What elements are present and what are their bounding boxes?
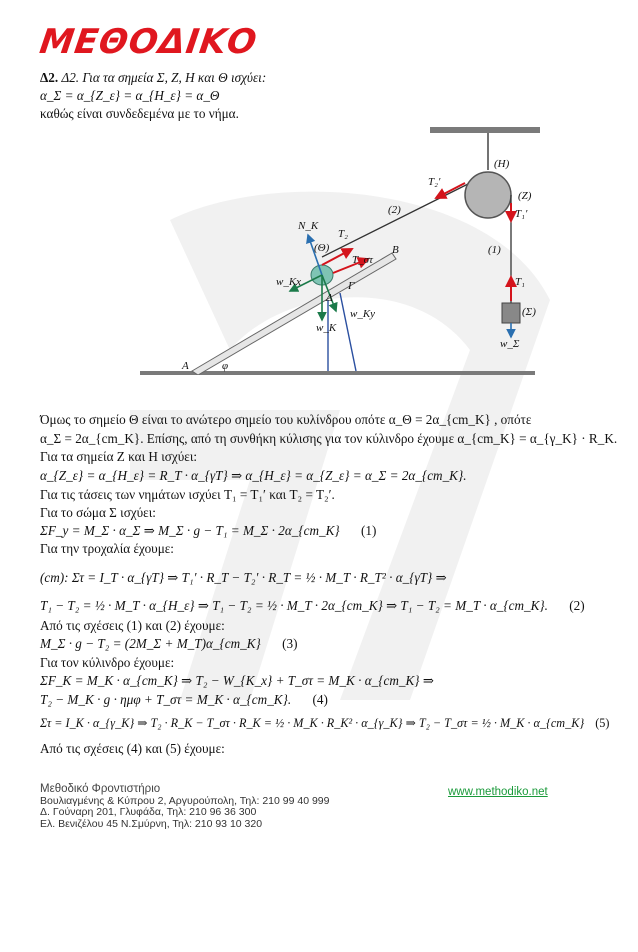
label-Gamma: Γ bbox=[348, 280, 355, 292]
equation-text: T₁ − T₂ = ½ · M_T · α_{H_ε} ⇒ T₁ − T₂ = ½ · M_T · 2α_{cm_K} ⇒ T₁ − T₂ = M_T · α_{cm_K}. bbox=[40, 598, 548, 613]
physics-diagram bbox=[130, 125, 540, 375]
equation-line: (cm): Στ = I_T · α_{γT} ⇒ T₁′ · R_T − T₂′ · R_T = ½ · M_T · R_T² · α_{γT} ⇒ bbox=[40, 570, 447, 585]
intro-line-3: καθώς είναι συνδεδεμένα με το νήμα. bbox=[40, 106, 239, 121]
equation-text: T₂ − M_K · g · ημφ + T_στ = M_K · α_{cm_K}. bbox=[40, 692, 292, 707]
footer-address: Δ. Γούναρη 201, Γλυφάδα, Τηλ: 210 96 36 300 bbox=[40, 806, 257, 819]
text-line: Για τις τάσεις των νημάτων ισχύει T₁ = T₁′ και T₂ = T₂′. bbox=[40, 487, 335, 502]
label-Z: (Ζ) bbox=[518, 190, 532, 202]
equation-line bbox=[40, 636, 298, 652]
footer bbox=[40, 784, 329, 830]
label-Delta: Δ bbox=[326, 292, 333, 304]
footer-url-link[interactable]: www.methodiko.net bbox=[448, 786, 548, 798]
equation-number: (4) bbox=[312, 692, 328, 707]
intro-line-2: α_Σ = α_{Z_ε} = α_{H_ε} = α_Θ bbox=[40, 88, 220, 103]
equation-text: Στ = I_K · α_{γ_K} ⇒ T₂ · R_K − T_στ · R_K = ½ · M_K · R_K² · α_{γ_K} ⇒ T₂ − T_στ = ½ · M_K · α_{cm_K} bbox=[40, 716, 585, 730]
label-rope2: (2) bbox=[388, 204, 401, 216]
footer-address: Βουλιαγμένης & Κύπρου 2, Αργυρούπολη, Τηλ: 210 99 40 999 bbox=[40, 794, 330, 807]
label-A: A bbox=[182, 360, 189, 372]
equation-text: ΣF_y = M_Σ · α_Σ ⇒ M_Σ · g − T₁ = M_Σ · 2α_{cm_K} bbox=[40, 523, 340, 538]
label-Theta: (Θ) bbox=[314, 242, 330, 254]
logo: ΜΕΘΟΔΙΚΟ bbox=[37, 22, 260, 62]
label-wK: w_K bbox=[316, 322, 337, 334]
problem-number: Δ2. bbox=[40, 70, 59, 85]
text-line: Για το σώμα Σ ισχύει: bbox=[40, 505, 156, 520]
equation-number: (2) bbox=[569, 598, 585, 613]
intro-text: Δ2. Για τα σημεία Σ, Ζ, Η και Θ ισχύει: bbox=[61, 70, 267, 85]
label-phi: φ bbox=[222, 360, 229, 372]
footer-address: Ελ. Βενιζέλου 45 Ν.Σμύρνη, Τηλ: 210 93 10 320 bbox=[40, 817, 263, 830]
label-T2: T₂ bbox=[338, 228, 348, 240]
equation-line bbox=[40, 716, 609, 731]
label-wS: w_Σ bbox=[500, 338, 520, 350]
label-wKx: w_Kx bbox=[276, 276, 302, 288]
block-sigma bbox=[502, 303, 520, 323]
label-Sigma: (Σ) bbox=[522, 306, 536, 318]
equation-number: (1) bbox=[360, 523, 377, 538]
label-NK: N_K bbox=[298, 220, 319, 232]
equation-number: (3) bbox=[282, 636, 298, 651]
text-line: Από τις σχέσεις (4) και (5) έχουμε: bbox=[40, 741, 225, 756]
ceiling bbox=[430, 127, 540, 133]
footer-name: Μεθοδικό Φροντιστήριο bbox=[40, 783, 161, 795]
label-Tst: T_στ bbox=[352, 254, 373, 266]
text-line: Από τις σχέσεις (1) και (2) έχουμε: bbox=[40, 618, 225, 633]
label-T2p: T₂′ bbox=[428, 176, 441, 188]
pulley bbox=[465, 172, 511, 218]
label-rope1: (1) bbox=[488, 244, 501, 256]
label-B: B bbox=[392, 244, 399, 256]
text-line: Για τα σημεία Ζ και Η ισχύει: bbox=[40, 449, 198, 464]
intro-line-1 bbox=[40, 70, 266, 85]
label-H: (Η) bbox=[494, 158, 510, 170]
equation-line bbox=[40, 523, 376, 539]
text-line: Για την τροχαλία έχουμε: bbox=[40, 541, 174, 556]
equation-line bbox=[40, 598, 585, 614]
equation-text: M_Σ · g − T₂ = (2M_Σ + M_T)α_{cm_K} bbox=[40, 636, 261, 651]
equation-line: ΣF_K = M_K · α_{cm_K} ⇒ T₂ − W_{K_x} + T_στ = M_K · α_{cm_K} ⇒ bbox=[40, 673, 434, 688]
label-wKy: w_Ky bbox=[350, 308, 376, 320]
label-T1: T₁ bbox=[515, 276, 525, 288]
equation-line: α_{Z_ε} = α_{H_ε} = R_T · α_{γT} ⇒ α_{H_ε} = α_{Z_ε} = α_Σ = 2α_{cm_K}. bbox=[40, 468, 467, 483]
equation-number: (5) bbox=[595, 716, 610, 730]
label-T1p: T₁′ bbox=[515, 208, 528, 220]
text-line: Για τον κύλινδρο έχουμε: bbox=[40, 655, 175, 670]
text-line: Όμως το σημείο Θ είναι το ανώτερο σημείο του κυλίνδρου οπότε α_Θ = 2α_{cm_K} , οπότε bbox=[40, 412, 532, 427]
equation-line bbox=[40, 692, 328, 708]
text-line: α_Σ = 2α_{cm_K}. Επίσης, από τη συνθήκη κύλισης για τον κύλινδρο έχουμε α_{cm_K} = α_{γ_K} · R_K. bbox=[40, 431, 618, 446]
